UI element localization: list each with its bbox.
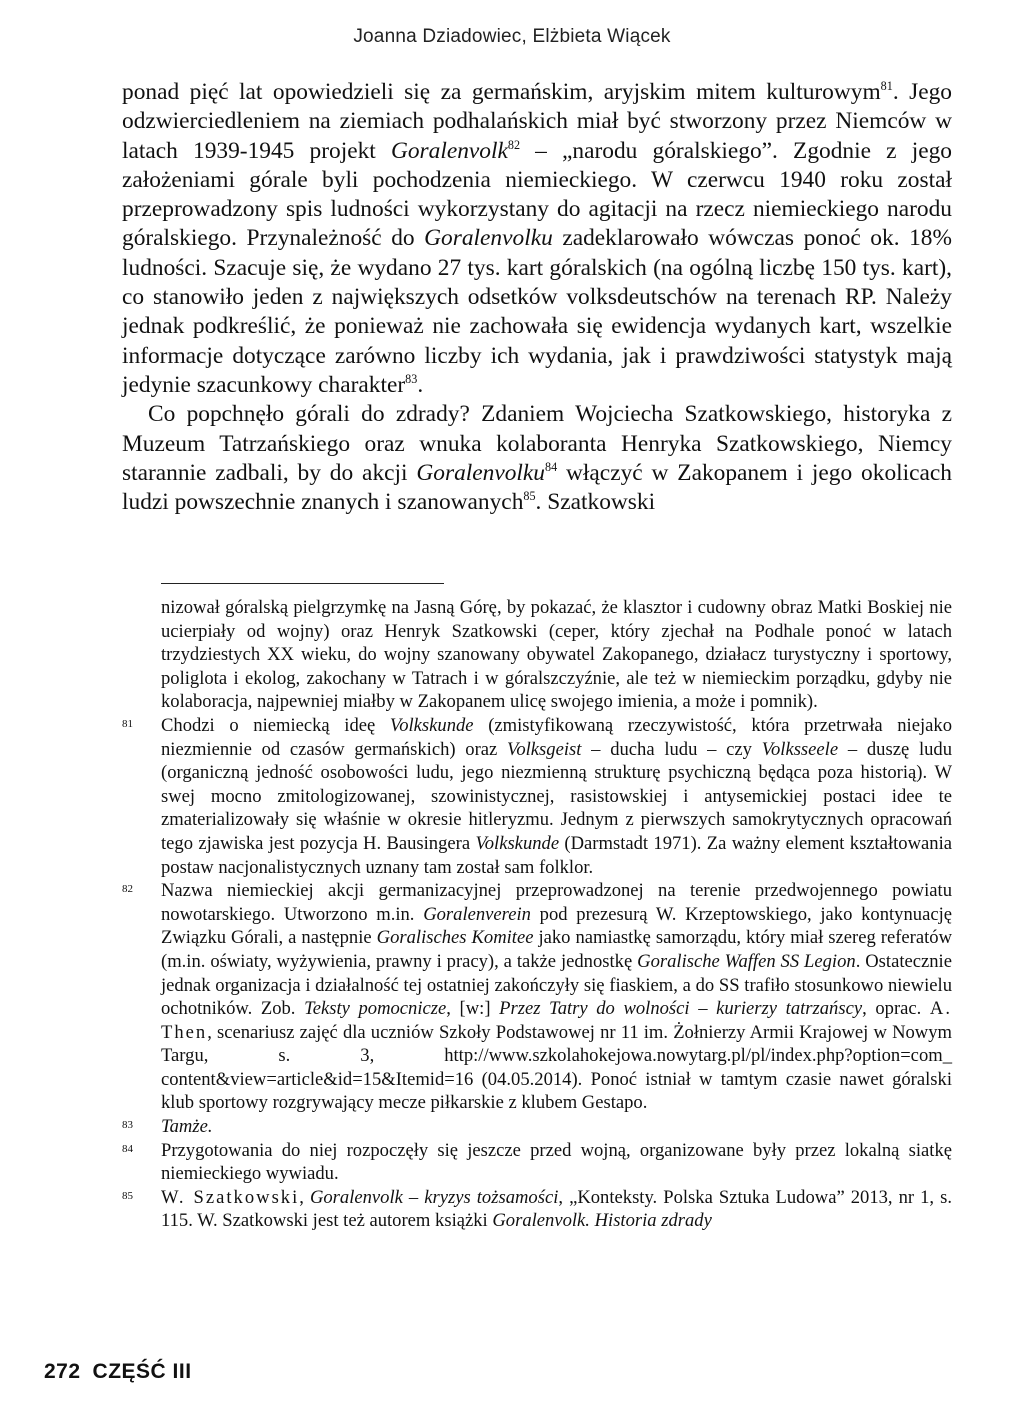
main-text — [122, 78, 952, 517]
footnote-82: 82 Nazwa niemieckiej akcji germanizacyjnej przeprowadzonej na terenie przedwojennego powiatu nowotarskiego. Utworzono m.in. Goralenverein pod prezesurą W. Krzeptowskiego, jako kontynuację Związku Górali, a następnie Goralisches Komitee jako namiastkę samorządu, który miał szereg referatów (m.in. oświaty, wyżywienia, prawny i pracy), a także jednostkę Goralische Waffen SS Legion. Ostatecznie jednak organizacja i działalność tej ostatniej zakończyły się fiaskiem, a do SS trafiło stosunkowo niewielu ochotników. Zob. Teksty pomocnicze, [w:] Przez Tatry do wolności – kurierzy tatrzańscy, oprac. A. Then, scenariusz zajęć dla uczniów Szkoły Podstawowej nr 11 im. Żołnierzy Armii Krajowej w Nowym Targu, s. 3, http://www.szkolahokejowa.nowytarg.pl/pl/index.php?option=com_ content&view=article&id=15&Itemid=16 (04.05.2014). Ponoć istniał w tamtym czasie nawet góralski klub sportowy rozgrywający mecze piłkarskie z klubem Gestapo. — [122, 880, 952, 1114]
page-footer — [44, 1360, 192, 1384]
paragraph-1: ponad pięć lat opowiedzieli się za germańskim, aryjskim mitem kulturowym$^{81}$. Jego odzwierciedleniem na ziemiach podhalańskich miał być stworzony przez Niemców w latach 1939-1945 projekt Goralenvolk$^{82}$ – „narodu góralskiego”. Zgodnie z jego założeniami górale byli pochodzenia niemieckiego. W czerwcu 1940 roku został przeprowadzony spis ludności wykorzystany do agitacji na rzecz niemieckiego narodu góralskiego. Przynależność do Goralenvolku zadeklarowało wówczas ponoć ok. 18% ludności. Szacuje się, że wydano 27 tys. kart góralskich (na ogólną liczbę 150 tys. kart), co stanowiło jeden z największych odsetków volksdeutschów na terenach RP. Należy jednak podkreślić, że ponieważ nie zachowała się ewidencja wydanych kart, wszelkie informacje dotyczące zarówno liczby ich wydania, jak i prawdziwości statystyk mają jedynie szacunkowy charakter$^{83}$. — [122, 79, 952, 398]
footnote-ref-83[interactable]: 83 — [405, 372, 418, 387]
section-label: CZĘŚĆ III — [92, 1360, 192, 1383]
footnote-ref-84[interactable]: 84 — [545, 460, 558, 475]
footnote-ref-81[interactable]: 81 — [880, 79, 893, 94]
running-head: Joanna Dziadowiec, Elżbieta Wiącek — [353, 26, 671, 47]
footnote-continuation: nizował góralską pielgrzymkę na Jasną Górę, by pokazać, że klasztor i cudowny obraz Matki Boskiej nie ucierpiały od wojny) oraz Henryk Szatkowski (ceper, który zjechał na Podhale ponoć w latach trzydziestych XX wieku, do wojny szanowany obywatel Zakopanego, działacz turystyczny i sportowy, poliglota i ekolog, zakochany w Tatrach i w góralszczyźnie, ale też w niemieckim porządku, gdyby nie kolaboracja, najpewniej miałby w Zakopanem ulicę swojego imienia, a może i pomnik). — [161, 597, 952, 713]
footnote-ref-85[interactable]: 85 — [523, 489, 536, 504]
page-number: 272 — [44, 1360, 81, 1383]
footnote-number: 81 — [122, 717, 133, 730]
footnote-number: 83 — [122, 1119, 133, 1132]
footnote-81: 81 Chodzi o niemiecką ideę Volkskunde (zmistyfikowaną rzeczywistość, która przetrwała niejako niezmiennie od czasów germańskich) oraz Volksgeist – ducha ludu – czy Volksseele – duszę ludu (organiczną jedność osobowości ludu, jego niezmienną strukturę psychiczną będąca poza historią). W swej mocno zmitologizowanej, szowinistycznej, rasistowskiej i antysemickiej postaci idee te zmaterializowały się właśnie w okresie hitleryzmu. Jednym z pierwszych samokrytycznych opracowań tego zjawiska jest pozycja H. Bausingera Volkskunde (Darmstadt 1971). Za ważny element kształtowania postaw nacjonalistycznych uznany tam został sam folklor. — [122, 714, 953, 878]
footnote-number: 82 — [122, 883, 133, 896]
footnote-number: 84 — [122, 1142, 133, 1155]
paragraph-2: Co popchnęło górali do zdrady? Zdaniem Wojciecha Szatkowskiego, historyka z Muzeum Tatrzańskiego oraz wnuka kolaboranta Henryka Szatkowskiego, Niemcy starannie zadbali, by do akcji Goralenvolku$^{84}$ włączyć w Zakopanem i jego okolicach ludzi powszechnie znanych i szanowanych$^{85}$. Szatkowski — [122, 401, 952, 516]
footnote-85: 85 W. Szatkowski, Goralenvolk – kryzys tożsamości, „Konteksty. Polska Sztuka Ludowa” 2013, nr 1, s. 115. W. Szatkowski jest też autorem książki Goralenvolk. Historia zdrady — [122, 1186, 953, 1232]
footnotes — [122, 596, 952, 1233]
footnote-divider — [161, 583, 444, 584]
footnote-number: 85 — [122, 1189, 133, 1202]
footnote-84: 84 Przygotowania do niej rozpoczęły się jeszcze przed wojną, organizowane były przez lokalną siatkę niemieckiego wywiadu. — [122, 1139, 952, 1185]
footnote-83: 83 Tamże. — [122, 1116, 213, 1138]
footnote-ref-82[interactable]: 82 — [507, 137, 521, 152]
